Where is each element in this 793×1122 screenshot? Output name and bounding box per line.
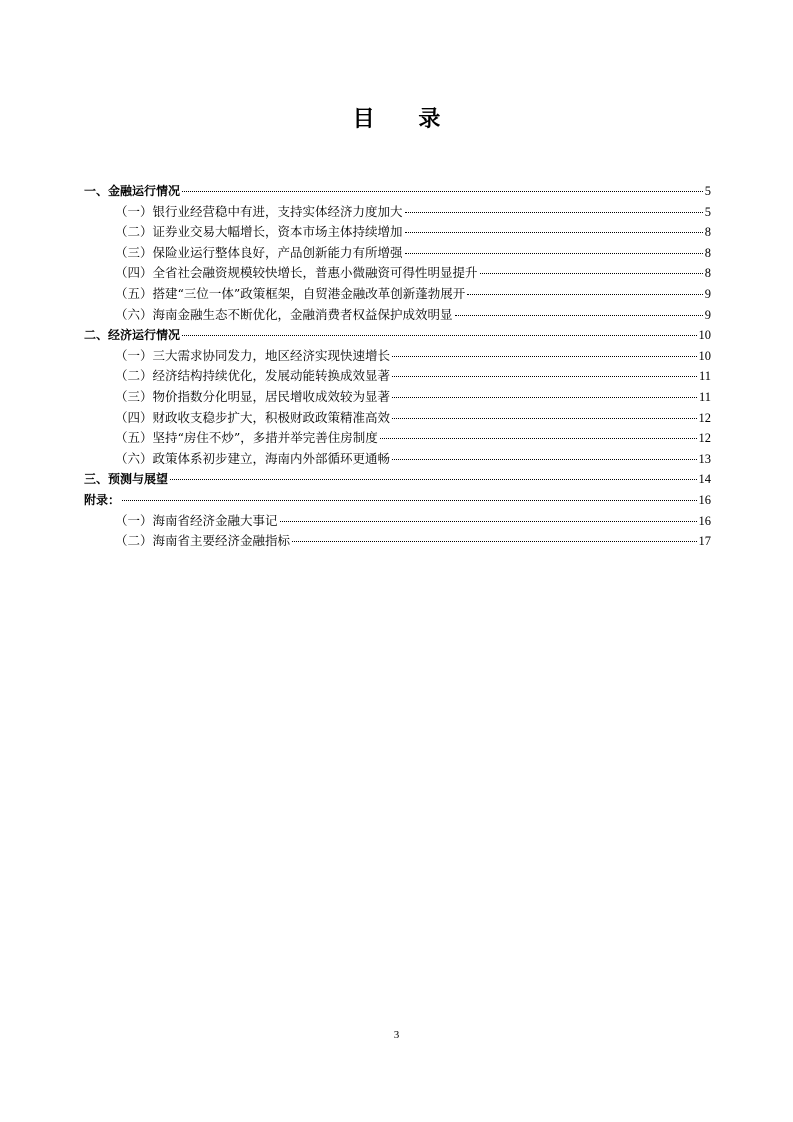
toc-entry-label: （六）政策体系初步建立，海南内外部循环更通畅 (115, 450, 391, 466)
toc-entry[interactable] (84, 366, 711, 387)
toc-entry[interactable] (84, 469, 711, 490)
toc-entry-page: 9 (704, 286, 711, 301)
toc-entry-label: （二）证券业交易大幅增长，资本市场主体持续增加 (115, 224, 403, 240)
toc-entry-page: 8 (704, 225, 711, 240)
toc-leader-dots (122, 500, 696, 501)
toc-leader-dots (182, 335, 696, 336)
toc-entry[interactable] (84, 243, 711, 264)
toc-entry-label: （二）经济结构持续优化，发展动能转换成效显著 (115, 368, 391, 384)
toc-entry-label: 三、预测与展望 (84, 472, 169, 487)
toc-entry[interactable] (84, 305, 711, 326)
toc-entry-label: （六）海南金融生态不断优化，金融消费者权益保护成效明显 (115, 306, 453, 322)
toc-entry-page: 8 (704, 266, 711, 281)
toc-entry[interactable] (84, 531, 711, 552)
toc-leader-dots (392, 397, 697, 398)
toc-entry-page: 13 (698, 451, 711, 466)
toc-entry-page: 10 (698, 328, 711, 343)
toc-entry[interactable] (84, 325, 711, 346)
toc-entry[interactable] (84, 511, 711, 532)
toc-entry-label: （一）海南省经济金融大事记 (115, 512, 278, 528)
toc-leader-dots (392, 418, 696, 419)
toc-entry-label: 二、经济运行情况 (84, 328, 181, 343)
toc-entry-label: （一）三大需求协同发力，地区经济实现快速增长 (115, 347, 391, 363)
toc-entry-label: （一）银行业经营稳中有进，支持实体经济力度加大 (115, 203, 403, 219)
table-of-contents (84, 181, 711, 552)
toc-entry[interactable] (84, 202, 711, 223)
toc-leader-dots (170, 479, 696, 480)
toc-entry-label: （五）搭建“三位一体”政策框架，自贸港金融改革创新蓬勃展开 (115, 285, 466, 301)
toc-entry-page: 10 (698, 348, 711, 363)
toc-entry-label: 附录： (84, 492, 121, 507)
toc-leader-dots (392, 356, 696, 357)
toc-entry-label: （三）物价指数分化明显，居民增收成效较为显著 (115, 388, 391, 404)
toc-entry[interactable] (84, 181, 711, 202)
toc-entry-page: 11 (698, 389, 711, 404)
toc-entry[interactable] (84, 284, 711, 305)
toc-entry[interactable] (84, 387, 711, 408)
toc-leader-dots (392, 459, 696, 460)
toc-leader-dots (405, 253, 703, 254)
toc-entry-label: 一、金融运行情况 (84, 184, 181, 198)
toc-entry-page: 5 (704, 204, 711, 219)
toc-entry-page: 14 (698, 472, 711, 487)
toc-entry-page: 8 (704, 245, 711, 260)
toc-entry-page: 12 (698, 410, 711, 425)
toc-entry-label: （四）全省社会融资规模较快增长，普惠小微融资可得性明显提升 (115, 265, 478, 281)
toc-entry[interactable] (84, 346, 711, 367)
toc-leader-dots (467, 294, 702, 295)
toc-leader-dots (392, 376, 697, 377)
toc-entry[interactable] (84, 428, 711, 449)
toc-entry-label: （三）保险业运行整体良好，产品创新能力有所增强 (115, 244, 403, 260)
toc-entry[interactable] (84, 490, 711, 511)
toc-entry[interactable] (84, 222, 711, 243)
toc-leader-dots (280, 521, 697, 522)
toc-entry-label: （五）坚持“房住不炒”，多措并举完善住房制度 (115, 430, 378, 446)
toc-entry-page: 16 (698, 492, 711, 507)
toc-entry[interactable] (84, 263, 711, 284)
toc-entry-page: 17 (698, 534, 711, 549)
page-title: 目 录 (352, 107, 459, 132)
toc-leader-dots (455, 315, 703, 316)
page-number: 3 (393, 1029, 400, 1041)
toc-entry-label: （四）财政收支稳步扩大，积极财政政策精准高效 (115, 409, 391, 425)
toc-leader-dots (405, 212, 703, 213)
toc-leader-dots (380, 438, 697, 439)
toc-leader-dots (182, 191, 703, 192)
toc-leader-dots (480, 273, 703, 274)
toc-entry-label: （二）海南省主要经济金融指标 (115, 533, 291, 549)
toc-entry[interactable] (84, 449, 711, 470)
toc-entry-page: 5 (704, 184, 711, 198)
toc-entry-page: 9 (704, 307, 711, 322)
toc-leader-dots (405, 232, 703, 233)
toc-entry-page: 16 (698, 513, 711, 528)
toc-entry[interactable] (84, 408, 711, 429)
toc-entry-page: 12 (698, 431, 711, 446)
toc-leader-dots (292, 541, 696, 542)
toc-entry-page: 11 (698, 369, 711, 384)
